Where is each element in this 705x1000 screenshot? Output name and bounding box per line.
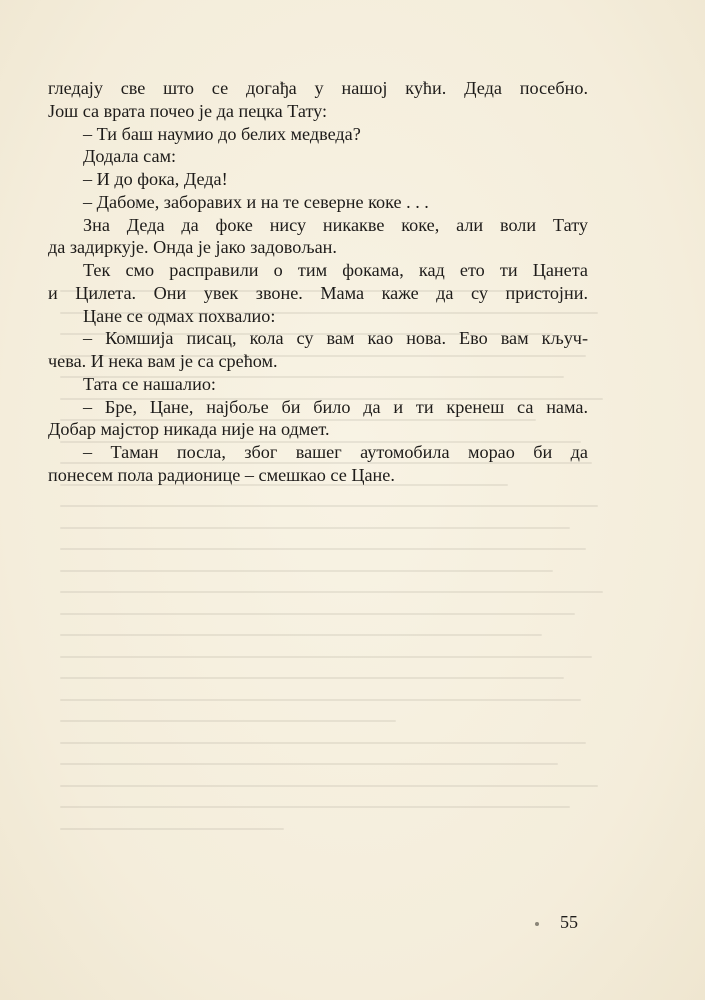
text-line: Још са врата почео је да пецка Тату: xyxy=(48,100,328,121)
text-line: – Дабоме, заборавих и на те северне коке . . . xyxy=(83,191,429,212)
text-line: Тата се нашалио: xyxy=(83,373,216,394)
text-line: – Ти баш наумио до белих медведа? xyxy=(83,123,361,144)
text-line: чева. И нека вам је са срећом. xyxy=(48,351,278,371)
text-line: Додала сам: xyxy=(83,146,177,167)
text-line: Цане се одмах похвалио: xyxy=(83,305,276,326)
text-line: Добар мајстор никада није на одмет. xyxy=(48,419,330,440)
text-line: Тек смо расправили о тим фокама, кад ето ти Цанета xyxy=(83,260,588,280)
text-line: понесем пола радионице – смешкао се Цане. xyxy=(48,464,395,485)
text-line: гледају све што се догађа у нашој кући. Деда посебно. xyxy=(48,78,588,98)
text-line: – Комшија писац, кола су вам као нова. Ево вам кључ- xyxy=(83,328,588,349)
text-line: – Бре, Цане, најбоље би било да и ти кренеш са нама. xyxy=(83,396,588,417)
text-line: да задиркује. Онда је јако задовољан. xyxy=(48,237,337,258)
text-line: – И до фока, Деда! xyxy=(83,169,228,189)
text-line: Зна Деда да фоке нису никакве коке, али воли Тату xyxy=(83,214,588,235)
text-line: – Таман посла, због вашег аутомобила морао би да xyxy=(83,442,588,462)
body-text xyxy=(48,77,588,487)
decorative-dot xyxy=(535,922,539,926)
page-number: 55 xyxy=(560,912,578,932)
text-line: и Цилета. Они увек звоне. Мама каже да су пристојни. xyxy=(48,282,588,303)
